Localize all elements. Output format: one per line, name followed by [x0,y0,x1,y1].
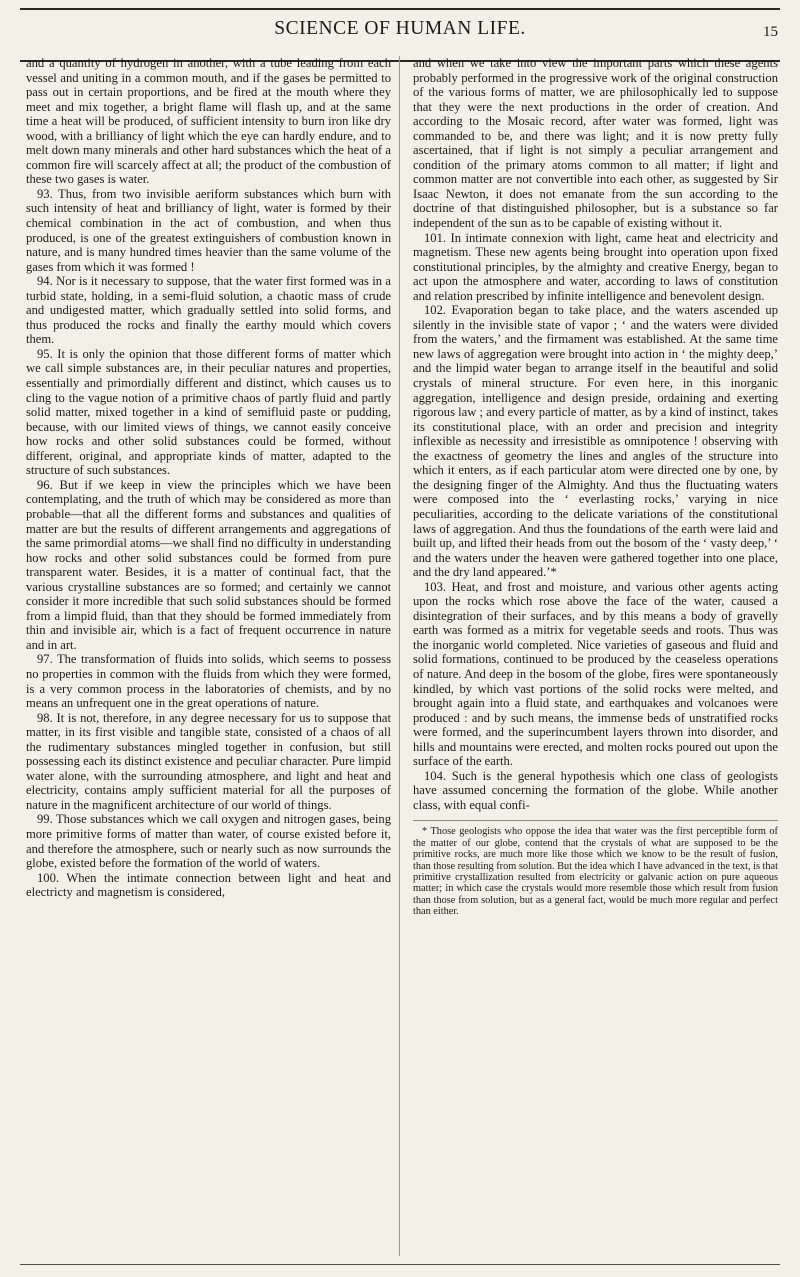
paragraph-96: 96. But if we keep in view the principles which we have been contemplating, and the truth of which may be considered as more than probable—that all the different forms and substances and qualities of matter are but the results of different arrangements and aggregations of the same primordial atoms—we shall find no difficulty in understanding how rocks and other solid substances could be formed from pure transparent water. Besides, it is a matter of continual fact, that the various crystalline substances are so formed; and certainly we cannot consider it more incredible that such solid substances should be formed from a limpid fluid, than that they should be formed immediately from thin and invisible air, which is a fact of frequent occurrence in nature and in art. [26,477,391,652]
paragraph-97: 97. The transformation of fluids into solids, which seems to possess no properties in common with the fluids from which they were formed, is a very common process in the laboratories of chemists, and by no means an unfrequent one in the great operations of nature. [26,652,391,711]
paragraph-93: 93. Thus, from two invisible aeriform substances which burn with such intensity of heat and brilliancy of light, water is formed by their chemical combination in the act of combustion, and when thus produced, is one of the greatest extinguishers of combustion known in nature, and is many hundred times heavier than the same volume of the gases from which it was formed ! [26,186,391,274]
page-number: 15 [763,24,778,40]
paragraph-100: 100. When the intimate connection between light and heat and electricty and magnetism is considered, [26,870,391,900]
paragraph-104: 104. Such is the general hypothesis which one class of geologists have assumed concerning the formation of the globe. While another class, with equal confi- [413,768,778,812]
paragraph-99: 99. Those substances which we call oxygen and nitrogen gases, being more primitive forms of matter than water, of course existed before it, and therefore the atmosphere, such or nearly such as now surrounds the globe, existed before the formation of the world of waters. [26,812,391,871]
footnote: * Those geologists who oppose the idea that water was the first perceptible form of the matter of our globe, contend that the crystals of what are supposed to be the primitive rocks, are much more like those which we know to be the result of fusion, than those resulting from solution. But the idea which I have advanced in the text, is that primitive crystallization resulted from electricity or galvanic action on pure aqueous matter; in which case the crystals would more resemble those which result from fusion than those from solution, but as a general fact, would be much more regular and perfect than either. [413,820,778,917]
right-column [413,56,778,1261]
paragraph-continued-right: and when we take into view the important parts which these agents probably performed in the progressive work of the original construction of the various forms of matter, we are philosophically led to suppose that they were the next productions in the order of creation. And according to the Mosaic record, after water was formed, light was commanded to be, and there was light; and it is now pretty fully ascertained, that if light is not simply a peculiar arrangement and condition of the primary atoms common to all matter; if light and common matter are not convertible into each other, as suggested by Sir Isaac Newton, it does not emanate from the sun according to the doctrine of that distinguished philosopher, but is a substance so far independent of the sun as to be capable of existing without it. [413,56,778,231]
left-column [26,56,391,1261]
paragraph-98: 98. It is not, therefore, in any degree necessary for us to suppose that matter, in its first visible and tangible state, consisted of a chaos of all the rudimentary substances mingled together in confusion, but still possessing each its distinct existence and peculiar character. Pure limpid water alone, with the surrounding atmosphere, and light and heat and electricity, contains amply sufficient material for all the purposes of nature in the magnificent architecture of our world of things. [26,710,391,812]
page-header [0,16,800,56]
paragraph-94: 94. Nor is it necessary to suppose, that the water first formed was in a turbid state, holding, in a semi-fluid solution, a chaotic mass of crude and undigested matter, which gradually settled into solid forms, and thus produced the rocks and finally the earthy mould which covers them. [26,274,391,347]
running-head: SCIENCE OF HUMAN LIFE. [274,18,526,39]
paragraph-102: 102. Evaporation began to take place, and the waters ascended up silently in the invisible state of vapor ; ‘ and the waters were divided from the waters,’ and the firmament was established. At the same time new laws of aggregation were brought into action in ‘ the mighty deep,’ and the limpid water began to arrange itself in the beautiful and solid crystals of mineral structure. For even here, in this inorganic aggregation, intelligence and design preside, ordaining and exerting rigorous law ; and every particle of matter, as by a kind of instinct, takes its constitutional place, with an order and precision and integrity inflexible as necessity and irresistible as omnipotence ! observing with the exactness of geometry the lines and angles of the structure into which it enters, as if each particular atom were directed one by one, by the designing finger of the Almighty. And thus the fluctuating waters were composed into the ‘ everlasting rocks,’ varying in nice peculiarities, according to the delicate variations of the constitutional laws of aggregation. And thus the foundations of the earth were laid and built up, and lifted their heads from out the bosom of the ‘ vasty deep,’ ‘ and the waters under the heaven were gathered together into one place, and the dry land appeared.’* [413,303,778,580]
paragraph-continued: and a quantity of hydrogen in another, with a tube leading from each vessel and uniting in a common mouth, and if the gases be permitted to pass out in certain proportions, and be fired at the mouth where they meet and mix together, a bright flame will flash up, and at the same time a heat will be produced, of sufficient intensity to burn iron like dry wood, with a brilliancy of light which the eye can hardly endure, and to melt down many minerals and other hard substances which the heat of a common fire will scarcely affect at all; the product of the combustion of these two gases is water. [26,56,391,187]
bottom-rule [20,1264,780,1265]
paragraph-103: 103. Heat, and frost and moisture, and various other agents acting upon the rocks which rose above the face of the water, caused a disintegration of their surfaces, and by this means a body of gravelly earth was formed as a mitrix for vegetable seeds and roots. Thus was the inorganic world completed. Nice varieties of gaseous and fluid and solid formations, continued to be produced by the ceaseless operations of nature. And deep in the bosom of the globe, fires were spontaneously kindled, by which vast portions of the solid rocks were melted, and brought again into a fluid state, and earthquakes and volcanoes were produced : and by such means, the immense beds of unstratified rocks were formed, and the superincumbent layers thrown into disorder, and hills and mountains were erected, and molten rocks poured out upon the surface of the earth. [413,579,778,769]
column-divider [399,56,400,1256]
paragraph-95: 95. It is only the opinion that those different forms of matter which we call simple substances are, in their peculiar natures and properties, essentially and primordially different and distinct, which causes us to cling to the vague notion of a primitive chaos of partly fluid and partly solid matter, mixed together in a kind of semifluid paste or pudding, because, with our limited views of things, we cannot easily conceive how rocks and other solid substances could be formed, without different, original, and appropriate kinds of matter, adapted to the structure of such substances. [26,346,391,478]
top-rule [20,8,780,10]
paragraph-101: 101. In intimate connexion with light, came heat and electricity and magnetism. These new agents being brought into operation upon fixed constitutional principles, by the almighty and creative Energy, began to act upon the atmosphere and water, according to laws of constitution and relation prescribed by infinite intelligence and benevolent design. [413,230,778,303]
